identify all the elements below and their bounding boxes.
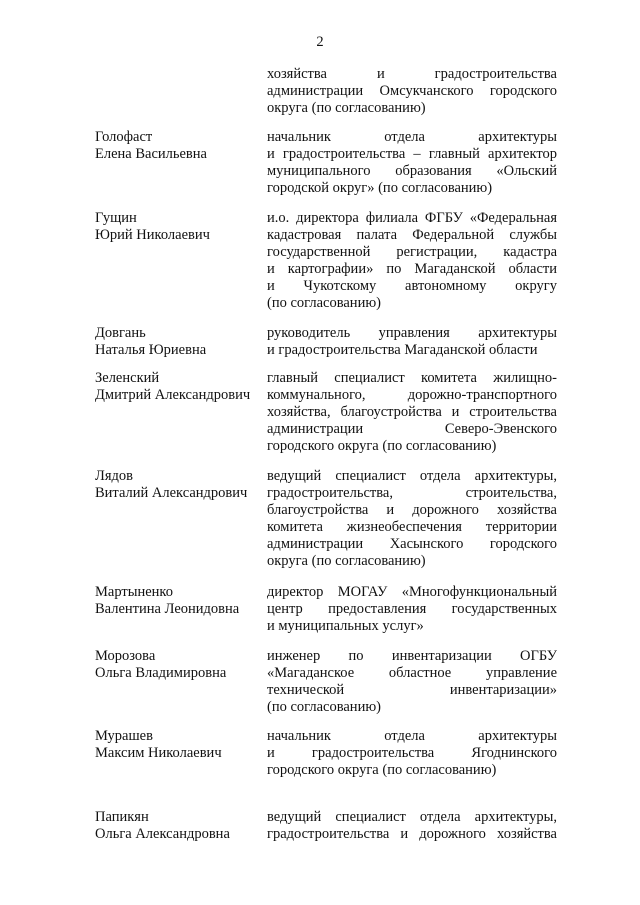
role-line: и градостроительства Ягоднинского [267,745,557,761]
member-given-name: Ольга Александровна [95,826,230,842]
member-surname: Мартыненко [95,584,173,600]
member-surname: Довгань [95,325,146,341]
member-name [95,129,265,163]
member-name [95,584,265,618]
member-given-name: Дмитрий Александрович [95,387,251,403]
member-role [267,325,557,359]
role-line: комитета жизнеобеспечения территории [267,519,557,535]
member-role [267,584,557,635]
member-surname: Мурашев [95,728,153,744]
member-role [267,728,557,779]
role-line: градостроительства, строительства, [267,485,557,501]
member-role [267,648,557,716]
role-line: государственной регистрации, кадастра [267,244,557,260]
member-given-name: Наталья Юриевна [95,342,207,358]
member-surname: Папикян [95,809,149,825]
role-line: центр предоставления государственных [267,601,557,617]
member-role [267,129,557,197]
role-line: (по согласованию) [267,295,381,311]
member-role [267,370,557,455]
member-given-name: Виталий Александрович [95,485,248,501]
role-line: городского округа (по согласованию) [267,438,497,454]
member-surname: Лядов [95,468,133,484]
member-given-name: Елена Васильевна [95,146,207,162]
role-line: и градостроительства Магаданской области [267,342,538,358]
role-line: директор МОГАУ «Многофункциональный [267,584,557,600]
role-line: «Магаданское областное управление [267,665,557,681]
role-line: инженер по инвентаризации ОГБУ [267,648,557,664]
member-given-name: Ольга Владимировна [95,665,227,681]
member-name [95,648,265,682]
role-line: городской округ» (по согласованию) [267,180,493,196]
role-line: и.о. директора филиала ФГБУ «Федеральная [267,210,557,226]
role-line: администрации Омсукчанского городского [267,83,557,99]
role-line: хозяйства и градостроительства [267,66,557,82]
member-name [95,325,265,359]
role-line: начальник отдела архитектуры [267,129,557,145]
role-line: администрации Хасынского городского [267,536,557,552]
role-line: администрации Северо-Эвенского [267,421,557,437]
member-name [95,210,265,244]
role-line: начальник отдела архитектуры [267,728,557,744]
member-role [267,210,557,312]
member-surname: Зеленский [95,370,160,386]
member-name [95,809,265,843]
role-line: руководитель управления архитектуры [267,325,557,341]
member-surname: Гущин [95,210,137,226]
member-surname: Голофаст [95,129,153,145]
member-surname: Морозова [95,648,156,664]
member-role [267,468,557,570]
role-line: и муниципальных услуг» [267,618,424,634]
role-line: ведущий специалист отдела архитектуры, [267,468,557,484]
role-line: ведущий специалист отдела архитектуры, [267,809,557,825]
member-name [95,728,265,762]
role-line: округа (по согласованию) [267,553,426,569]
member-name [95,468,265,502]
member-given-name: Юрий Николаевич [95,227,210,243]
role-line: кадастровая палата Федеральной службы [267,227,557,243]
role-line: градостроительства и дорожного хозяйства [267,826,557,842]
page-number: 2 [316,34,324,50]
role-line: и картографии» по Магаданской области [267,261,557,277]
member-given-name: Валентина Леонидовна [95,601,240,617]
continuation-role [267,66,557,117]
role-line: коммунального, дорожно-транспортного [267,387,557,403]
role-line: и градостроительства – главный архитектор [267,146,557,162]
role-line: благоустройства и дорожного хозяйства [267,502,557,518]
role-line: муниципального образования «Ольский [267,163,557,179]
member-given-name: Максим Николаевич [95,745,222,761]
role-line: и Чукотскому автономному округу [267,278,557,294]
role-line: (по согласованию) [267,699,381,715]
role-line: хозяйства, благоустройства и строительства [267,404,557,420]
role-line: городского округа (по согласованию) [267,762,497,778]
member-name [95,370,265,404]
role-line: округа (по согласованию) [267,100,426,116]
role-line: технической инвентаризации» [267,682,557,698]
member-role [267,809,557,843]
role-line: главный специалист комитета жилищно- [267,370,557,386]
